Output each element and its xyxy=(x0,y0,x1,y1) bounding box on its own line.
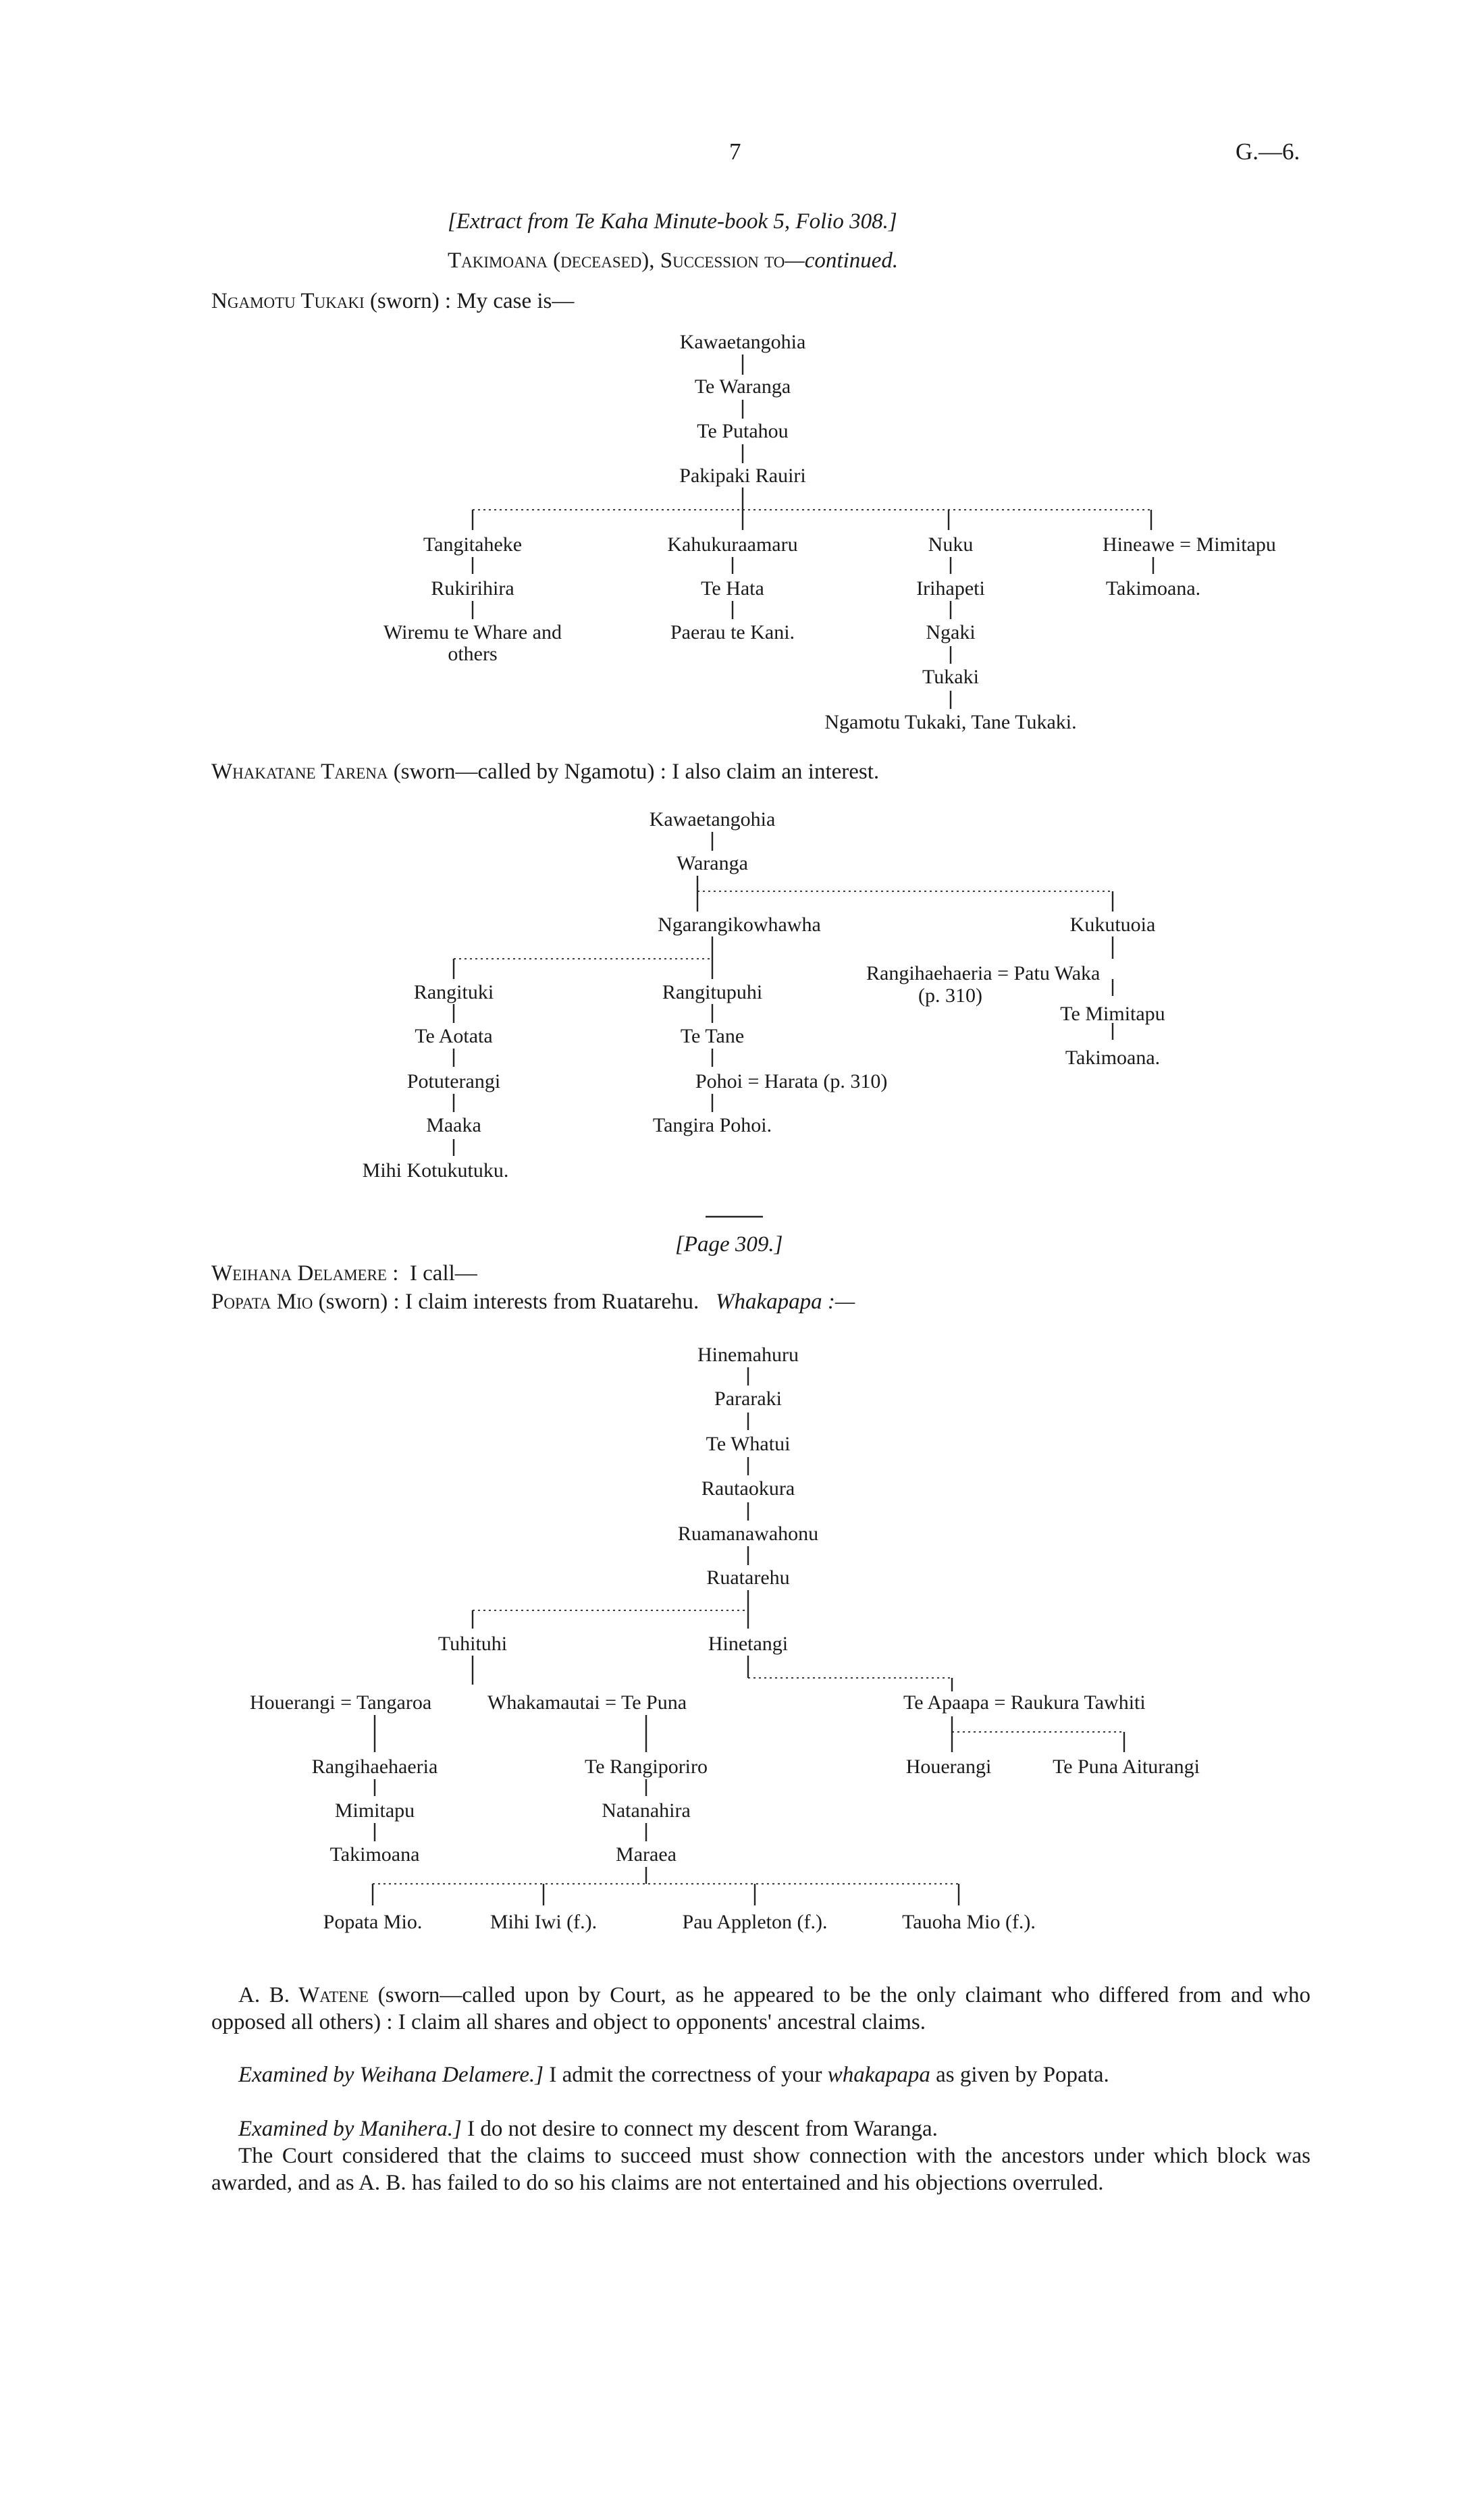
page-ref-p310: (p. 310) xyxy=(918,984,982,1007)
person-hineawe-mimitapu: Hineawe = Mimitapu xyxy=(1103,533,1276,556)
paragraph-text: The Court considered that the claims to succeed must show connection with the ancestors under which block was awarded, and as A. B. has failed to do so his claims are not entertained and his objections overruled. xyxy=(211,2144,1310,2195)
person-pohoi-harata: Pohoi = Harata (p. 310) xyxy=(695,1070,888,1092)
person-kahukuraamaru: Kahukuraamaru xyxy=(667,533,798,556)
paragraph-lead: Examined by Weihana Delamere.] xyxy=(238,2063,544,2087)
person-takimoana-3: Takimoana xyxy=(329,1843,420,1866)
person-pararaki: Pararaki xyxy=(714,1388,782,1410)
person-houerangi: Houerangi xyxy=(905,1756,992,1778)
person-te-whatui: Te Whatui xyxy=(706,1433,791,1455)
witness-name: Weihana Delamere : xyxy=(211,1261,399,1286)
paragraph-text: I admit the correctness of your xyxy=(544,2063,828,2087)
paragraph-watene xyxy=(211,1982,1310,2036)
person-houerangi-tangaroa: Houerangi = Tangaroa xyxy=(250,1691,432,1714)
witness-statement: (sworn) : My case is— xyxy=(369,289,575,313)
page-reference: [Page 309.] xyxy=(675,1232,783,1257)
person-whakamautai-te-puna: Whakamautai = Te Puna xyxy=(487,1691,687,1714)
person-te-mimitapu: Te Mimitapu xyxy=(1060,1003,1165,1025)
paragraph-lead: Examined by Manihera.] xyxy=(238,2117,462,2141)
person-ruamanawahonu: Ruamanawahonu xyxy=(677,1523,819,1545)
person-pau-appleton: Pau Appleton (f.). xyxy=(682,1911,828,1933)
person-rangihaehaeria-patu-waka: Rangihaehaeria = Patu Waka xyxy=(866,962,1101,984)
person-ngamotu-tane-tukaki: Ngamotu Tukaki, Tane Tukaki. xyxy=(824,711,1077,733)
person-maaka: Maaka xyxy=(426,1114,481,1136)
whakapapa-label: Whakapapa :— xyxy=(715,1290,855,1314)
paragraph-name: A. B. Watene xyxy=(238,1983,369,2007)
paragraph-end: as given by Popata. xyxy=(930,2063,1109,2087)
person-te-puna-aiturangi: Te Puna Aiturangi xyxy=(1053,1756,1200,1778)
person-rangituki: Rangituki xyxy=(413,981,494,1003)
person-rangihaehaeria: Rangihaehaeria xyxy=(311,1756,438,1778)
person-te-aotata: Te Aotata xyxy=(415,1025,493,1047)
paragraph-term: whakapapa xyxy=(827,2063,930,2087)
person-kawaetangohia-2: Kawaetangohia xyxy=(649,808,776,830)
witness-statement-weihana xyxy=(211,1261,477,1286)
witness-statement: (sworn—called by Ngamotu) : I also claim an interest. xyxy=(393,760,880,784)
witness-name: Popata Mio xyxy=(211,1290,313,1314)
person-te-apaapa-raukura-tawhiti: Te Apaapa = Raukura Tawhiti xyxy=(903,1691,1146,1714)
witness-statement-whakatane xyxy=(211,760,879,785)
person-rangitupuhi: Rangitupuhi xyxy=(662,981,763,1003)
person-ngarangikowhawha: Ngarangikowhawha xyxy=(658,914,821,936)
person-others: others xyxy=(448,643,498,665)
person-kukutuoia: Kukutuoia xyxy=(1069,914,1156,936)
paragraph-text: (sworn—called upon by Court, as he appeared to be the only claimant who differed from and who opposed all others) : I claim all shares and object to opponents' ancestral claims. xyxy=(211,1983,1310,2034)
person-ruatarehu: Ruatarehu xyxy=(706,1566,790,1589)
witness-name: Ngamotu Tukaki xyxy=(211,289,365,313)
person-nuku: Nuku xyxy=(928,533,974,556)
person-paerau-te-kani: Paerau te Kani. xyxy=(670,621,795,643)
person-maraea: Maraea xyxy=(616,1843,677,1866)
succession-title-cont: —continued. xyxy=(785,248,899,273)
succession-title xyxy=(448,248,898,273)
person-mihi-iwi: Mihi Iwi (f.). xyxy=(489,1911,598,1933)
person-mihi-kotukutuku: Mihi Kotukutuku. xyxy=(362,1159,509,1182)
person-hinetangi: Hinetangi xyxy=(708,1633,789,1655)
person-wiremu-te-whare: Wiremu te Whare and xyxy=(383,621,562,643)
extract-title: [Extract from Te Kaha Minute-book 5, Folio 308.] xyxy=(448,209,897,234)
person-te-tane: Te Tane xyxy=(680,1025,745,1047)
witness-name: Whakatane Tarena xyxy=(211,760,388,784)
person-tangitaheke: Tangitaheke xyxy=(423,533,523,556)
person-tuhituhi: Tuhituhi xyxy=(438,1633,508,1655)
document-code: G.—6. xyxy=(1236,138,1300,165)
paragraph-examined-manihera xyxy=(211,2115,1310,2142)
paragraph-court-decision xyxy=(211,2142,1310,2196)
person-popata-mio: Popata Mio. xyxy=(323,1911,423,1933)
person-kawaetangohia: Kawaetangohia xyxy=(679,331,806,353)
person-te-rangiporiro: Te Rangiporiro xyxy=(584,1756,708,1778)
witness-statement: (sworn) : I claim interests from Ruatarehu. xyxy=(318,1290,699,1314)
person-hinemahuru: Hinemahuru xyxy=(697,1344,799,1366)
person-te-waranga: Te Waranga xyxy=(694,375,791,398)
succession-title-main: Takimoana (deceased), Succession to xyxy=(448,248,785,273)
person-rukirihira: Rukirihira xyxy=(431,577,514,600)
person-irihapeti: Irihapeti xyxy=(916,577,985,600)
person-ngaki: Ngaki xyxy=(926,621,976,643)
person-mimitapu: Mimitapu xyxy=(334,1799,415,1822)
person-natanahira: Natanahira xyxy=(602,1799,691,1822)
witness-statement: I call— xyxy=(409,1261,477,1286)
paragraph-examined-weihana xyxy=(211,2061,1310,2088)
person-takimoana-2: Takimoana. xyxy=(1065,1047,1161,1069)
person-tukaki: Tukaki xyxy=(922,666,979,688)
witness-statement-ngamotu xyxy=(211,289,574,314)
person-tauoha-mio: Tauoha Mio (f.). xyxy=(902,1911,1036,1933)
person-potuterangi: Potuterangi xyxy=(406,1070,501,1092)
person-takimoana: Takimoana. xyxy=(1105,577,1201,600)
person-waranga: Waranga xyxy=(677,852,748,874)
person-rautaokura: Rautaokura xyxy=(701,1477,795,1500)
witness-statement-popata xyxy=(211,1290,855,1315)
person-te-putahou: Te Putahou xyxy=(697,420,789,442)
person-tangira-pohoi: Tangira Pohoi. xyxy=(652,1114,772,1136)
page-number: 7 xyxy=(729,138,741,165)
person-pakipaki-rauiri: Pakipaki Rauiri xyxy=(679,465,806,487)
person-te-hata: Te Hata xyxy=(701,577,764,600)
paragraph-text: I do not desire to connect my descent from Waranga. xyxy=(461,2117,938,2141)
